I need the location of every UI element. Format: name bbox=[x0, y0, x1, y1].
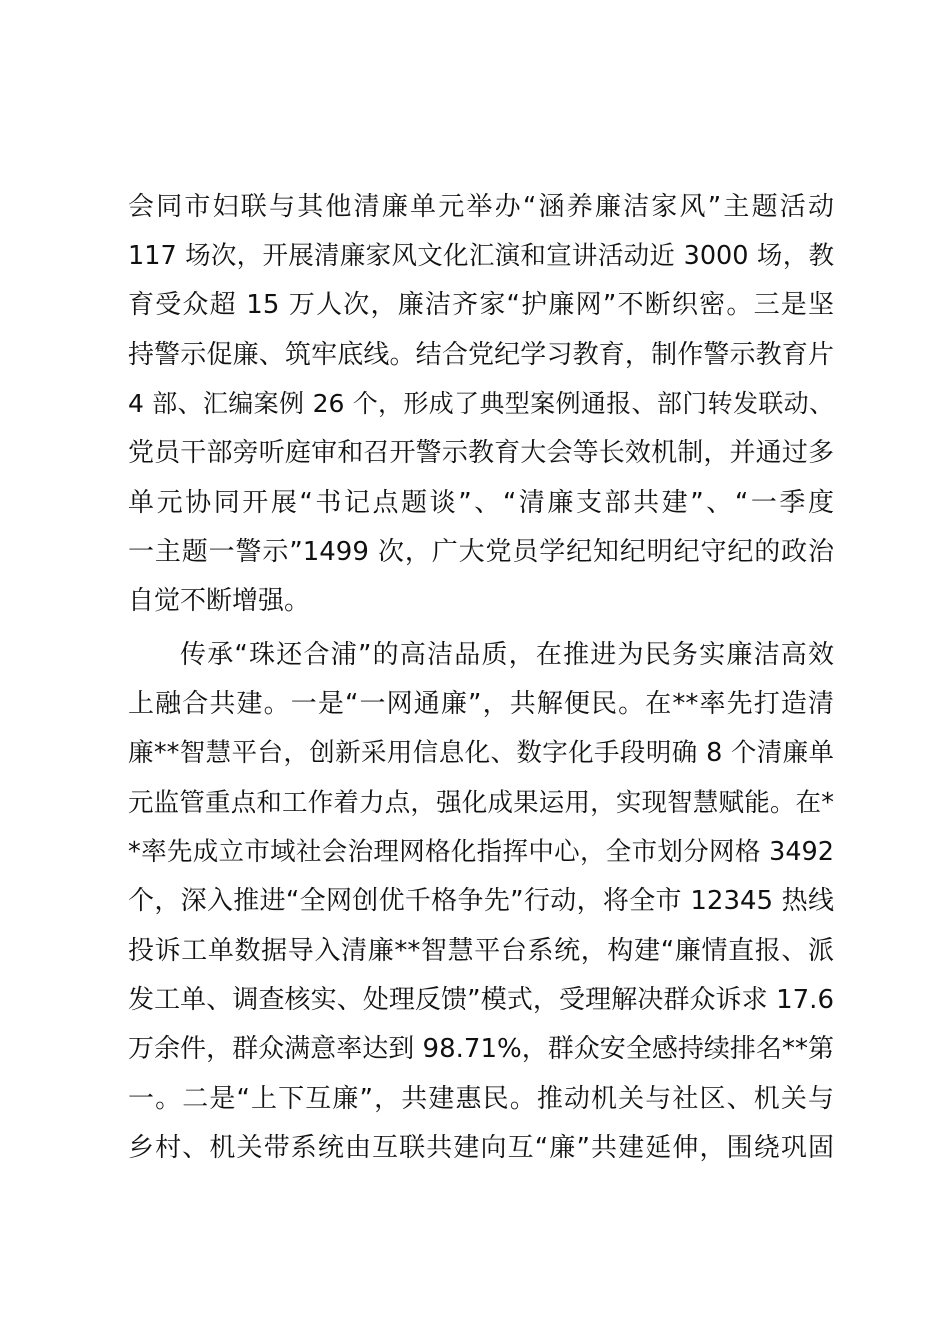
text-line: 发工单、调查核实、处理反馈”模式，受理解决群众诉求 17.6 bbox=[128, 985, 834, 1015]
text-line: 元监管重点和工作着力点，强化成果运用，实现智慧赋能。在* bbox=[128, 788, 834, 818]
text-line: 乡村、机关带系统由互联共建向互“廉”共建延伸，围绕巩固 bbox=[128, 1133, 834, 1163]
paragraph-first-line: 传承“珠还合浦”的高洁品质，在推进为民务实廉洁高效 bbox=[180, 640, 834, 670]
text-line: 廉**智慧平台，创新采用信息化、数字化手段明确 8 个清廉单 bbox=[128, 738, 834, 768]
text-line: 持警示促廉、筑牢底线。结合党纪学习教育，制作警示教育片 bbox=[128, 340, 834, 370]
text-line: 一。二是“上下互廉”，共建惠民。推动机关与社区、机关与 bbox=[128, 1084, 834, 1114]
text-line: 个，深入推进“全网创优千格争先”行动，将全市 12345 热线 bbox=[128, 886, 834, 916]
text-line: 4 部、汇编案例 26 个，形成了典型案例通报、部门转发联动、 bbox=[128, 389, 834, 418]
text-line: 党员干部旁听庭审和召开警示教育大会等长效机制，并通过多 bbox=[128, 438, 834, 468]
text-line: 自觉不断增强。 bbox=[128, 586, 311, 616]
text-line: 单元协同开展“书记点题谈”、“清廉支部共建”、“一季度 bbox=[128, 488, 834, 518]
text-line: 万余件，群众满意率达到 98.71%，群众安全感持续排名**第 bbox=[128, 1034, 834, 1064]
text-line: 上融合共建。一是“一网通廉”，共解便民。在**率先打造清 bbox=[128, 689, 834, 719]
text-line: 一主题一警示”1499 次，广大党员学纪知纪明纪守纪的政治 bbox=[128, 537, 834, 567]
text-line: 会同市妇联与其他清廉单元举办“涵养廉洁家风”主题活动 bbox=[128, 192, 834, 222]
text-line: 投诉工单数据导入清廉**智慧平台系统，构建“廉情直报、派 bbox=[128, 936, 834, 966]
text-line: *率先成立市域社会治理网格化指挥中心，全市划分网格 3492 bbox=[128, 837, 834, 867]
text-line: 育受众超 15 万人次，廉洁齐家“护廉网”不断织密。三是坚 bbox=[128, 290, 834, 320]
text-line: 117 场次，开展清廉家风文化汇演和宣讲活动近 3000 场，教 bbox=[128, 241, 834, 271]
